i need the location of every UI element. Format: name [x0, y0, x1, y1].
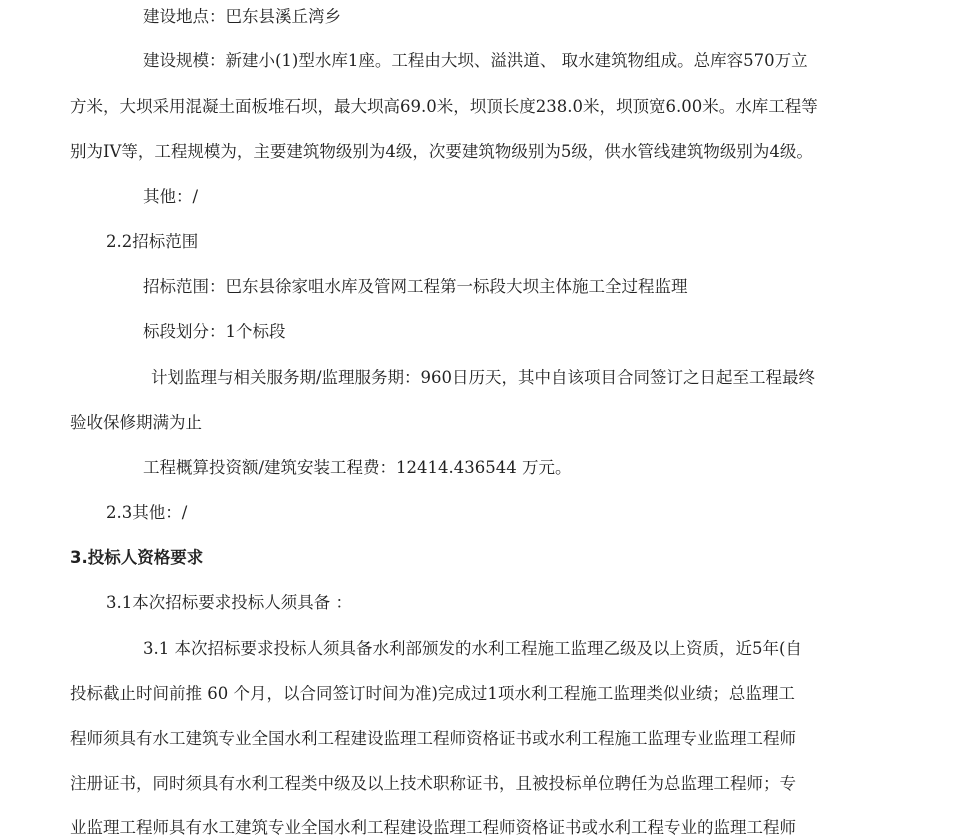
- qualification-line-4: 注册证书，同时须具有水利工程类中级及以上技术职称证书，且被投标单位聘任为总监理工程师；专: [70, 774, 796, 793]
- section-2-3-other: 2.3其他：/: [106, 503, 188, 522]
- investment-amount: 工程概算投资额/建筑安装工程费：12414.436544 万元。: [143, 458, 572, 477]
- other-note: 其他：/: [143, 187, 199, 206]
- construction-scale-line-1: 建设规模：新建小(1)型水库1座。工程由大坝、溢洪道、 取水建筑物组成。总库容570万立: [143, 51, 808, 70]
- qualification-line-1: 3.1 本次招标要求投标人须具备水利部颁发的水利工程施工监理乙级及以上资质，近5年(自: [143, 639, 802, 658]
- service-period-line-2: 验收保修期满为止: [70, 413, 202, 432]
- construction-location: 建设地点：巴东县溪丘湾乡: [143, 7, 341, 26]
- qualification-line-5: 业监理工程师具有水工建筑专业全国水利工程建设监理工程师资格证书或水利工程专业的监理工程师: [70, 818, 796, 837]
- section-3-heading: 3.投标人资格要求: [70, 548, 204, 567]
- lot-division: 标段划分：1个标段: [143, 322, 286, 341]
- construction-scale-line-3: 别为IV等，工程规模为，主要建筑物级别为4级，次要建筑物级别为5级，供水管线建筑物级别为4级。: [70, 142, 813, 161]
- service-period-line-1: 计划监理与相关服务期/监理服务期：960日历天，其中自该项目合同签订之日起至工程最终: [151, 368, 816, 387]
- qualification-line-3: 程师须具有水工建筑专业全国水利工程建设监理工程师资格证书或水利工程施工监理专业监理工程师: [70, 729, 796, 748]
- qualification-line-2: 投标截止时间前推 60 个月，以合同签订时间为准)完成过1项水利工程施工监理类似业绩；总监理工: [70, 684, 795, 703]
- section-3-1-heading: 3.1本次招标要求投标人须具备 ：: [106, 593, 352, 612]
- construction-scale-line-2: 方米，大坝采用混凝土面板堆石坝，最大坝高69.0米，坝顶长度238.0米，坝顶宽6.00米。水库工程等: [70, 97, 818, 116]
- section-2-2-heading: 2.2招标范围: [106, 232, 199, 251]
- bid-scope: 招标范围：巴东县徐家咀水库及管网工程第一标段大坝主体施工全过程监理: [143, 277, 688, 296]
